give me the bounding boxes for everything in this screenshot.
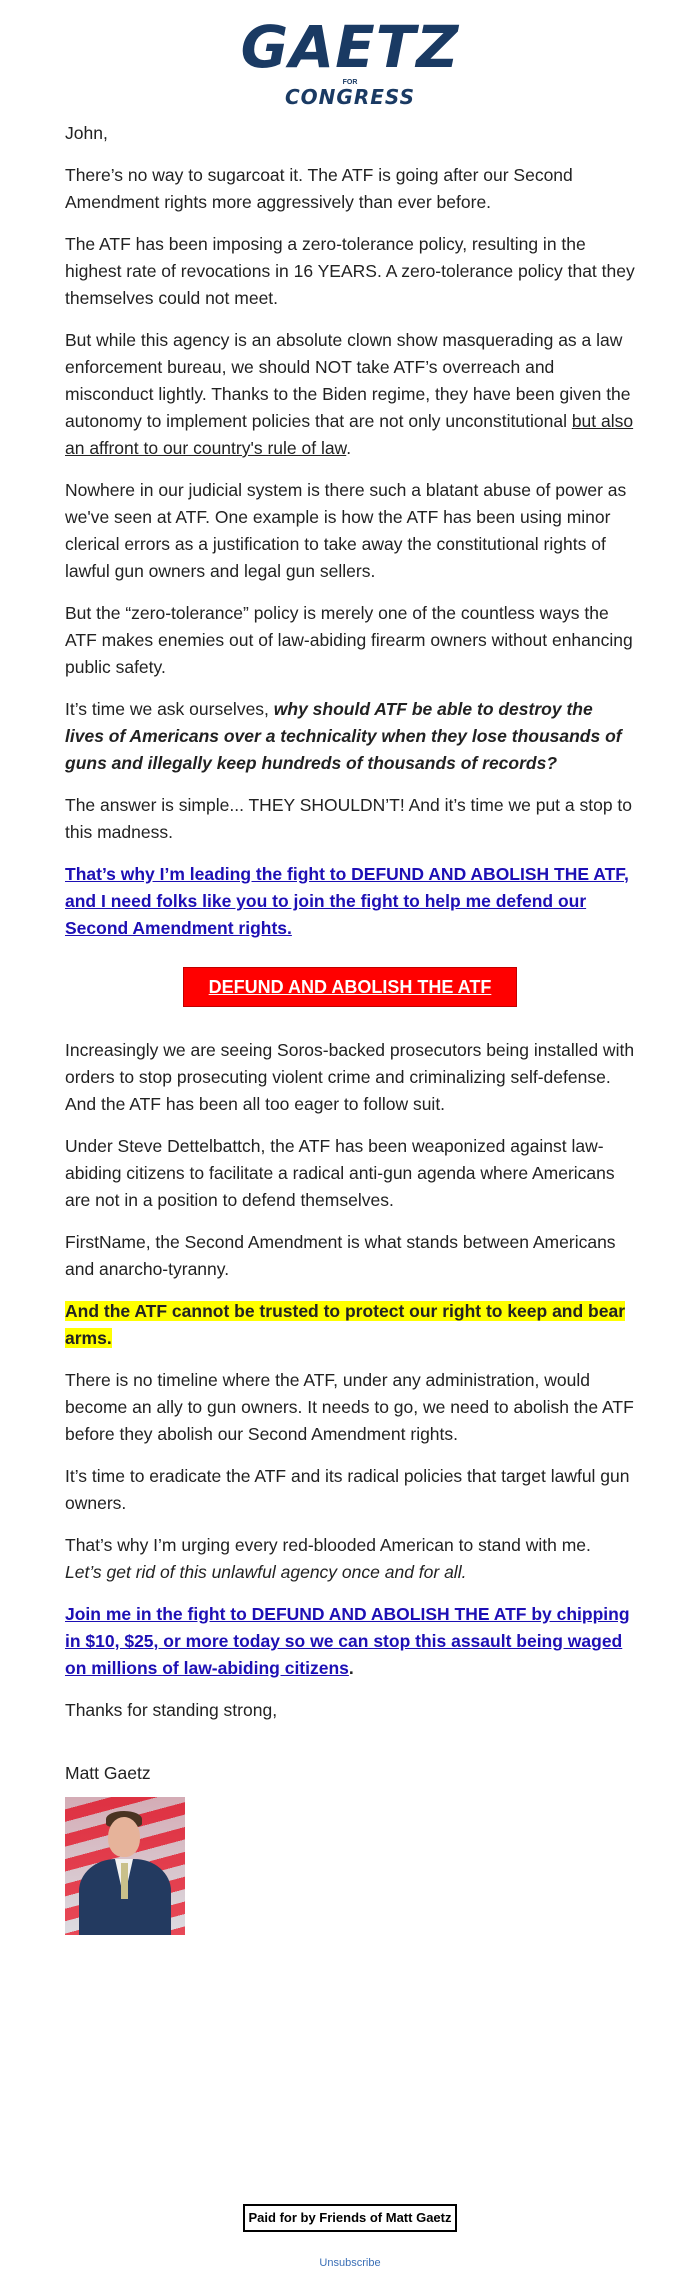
paragraph-13-text: That’s why I’m urging every red-blooded American to stand with me. — [65, 1535, 591, 1555]
paragraph-9: Under Steve Dettelbattch, the ATF has been weaponized against law-abiding citizens to facilitate a radical anti-gun agenda where Americans are not in a position to defend themselves. — [65, 1136, 615, 1210]
paragraph-11: There is no timeline where the ATF, under any administration, would become an ally to gun owners. It needs to go, we need to abolish the ATF before they abolish our Second Amendment rights. — [65, 1370, 634, 1444]
paragraph-8: Increasingly we are seeing Soros-backed prosecutors being installed with orders to stop prosecuting violent crime and criminalizing self-defense. And the ATF has been all too eager to follow suit. — [65, 1040, 635, 1114]
paragraph-link-1 — [65, 861, 635, 942]
paragraph-10: FirstName, the Second Amendment is what stands between Americans and anarcho-tyranny. — [65, 1232, 616, 1279]
cta-wrapper — [65, 967, 635, 1007]
link-2-period: . — [348, 1658, 354, 1678]
signature: Matt Gaetz — [65, 1763, 151, 1783]
paragraph-3-end: . — [346, 438, 352, 458]
gaetz-for-congress-logo — [0, 13, 700, 109]
paragraph-5: But the “zero-tolerance” policy is merely one of the countless ways the ATF makes enemies out of law-abiding firearm owners without enhancing public safety. — [65, 603, 633, 677]
unsubscribe-link[interactable]: Unsubscribe — [319, 2257, 381, 2269]
logo-for-text: FOR — [342, 79, 358, 86]
defund-atf-link[interactable]: That’s why I’m leading the fight to DEFUND AND ABOLISH THE ATF, and I need folks like you to join the fight to help me defend our Second Amendment rights. — [65, 864, 629, 938]
paid-for-disclaimer: Paid for by Friends of Matt Gaetz — [243, 2204, 457, 2232]
paragraph-6 — [65, 696, 635, 777]
signoff: Thanks for standing strong, — [65, 1700, 278, 1720]
email-body — [65, 120, 635, 1935]
paragraph-12: It’s time to eradicate the ATF and its radical policies that target lawful gun owners. — [65, 1466, 630, 1513]
highlighted-text: And the ATF cannot be trusted to protect our right to keep and bear arms. — [65, 1301, 626, 1348]
logo-main-text: GAETZ — [240, 13, 460, 81]
defund-and-abolish-button[interactable]: DEFUND AND ABOLISH THE ATF — [183, 967, 517, 1007]
paragraph-7: The answer is simple... THEY SHOULDN’T! And it’s time we put a stop to this madness. — [65, 795, 633, 842]
matt-gaetz-photo — [65, 1797, 185, 1935]
paragraph-6-emphasis: why should ATF be able to destroy the lives of Americans over a technicality when they lose thousands of guns and illegally keep hundreds of thousands of records? — [65, 699, 622, 773]
paragraph-3-underlined: but also an affront to our country's rule of law — [65, 411, 634, 458]
paragraph-3 — [65, 327, 635, 462]
paragraph-1: There’s no way to sugarcoat it. The ATF is going after our Second Amendment rights more aggressively than ever before. — [65, 165, 573, 212]
paragraph-2: The ATF has been imposing a zero-tolerance policy, resulting in the highest rate of revocations in 16 YEARS. A zero-tolerance policy that they themselves could not meet. — [65, 234, 635, 308]
chip-in-link[interactable]: Join me in the fight to DEFUND AND ABOLISH THE ATF by chipping in $10, $25, or more today so we can stop this assault being waged on millions of law-abiding citizens — [65, 1604, 630, 1678]
highlight-paragraph — [65, 1298, 635, 1352]
paragraph-3-text: But while this agency is an absolute clown show masquerading as a law enforcement bureau, we should NOT take ATF’s overreach and misconduct lightly. Thanks to the Biden regime, they have been given the autonomy to implement policies that are not only unconstitutional — [65, 330, 631, 431]
paragraph-6-lead: It’s time we ask ourselves, — [65, 699, 274, 719]
logo-sub-text: CONGRESS — [285, 85, 415, 109]
paragraph-13-italic: Let’s get rid of this unlawful agency once and for all. — [65, 1562, 467, 1582]
greeting: John, — [65, 123, 108, 143]
paragraph-13 — [65, 1532, 635, 1586]
paragraph-4: Nowhere in our judicial system is there such a blatant abuse of power as we've seen at ATF. One example is how the ATF has been using minor clerical errors as a justification to take away the constitutional rights of lawful gun owners and legal gun sellers. — [65, 480, 627, 581]
paragraph-link-2 — [65, 1601, 635, 1682]
